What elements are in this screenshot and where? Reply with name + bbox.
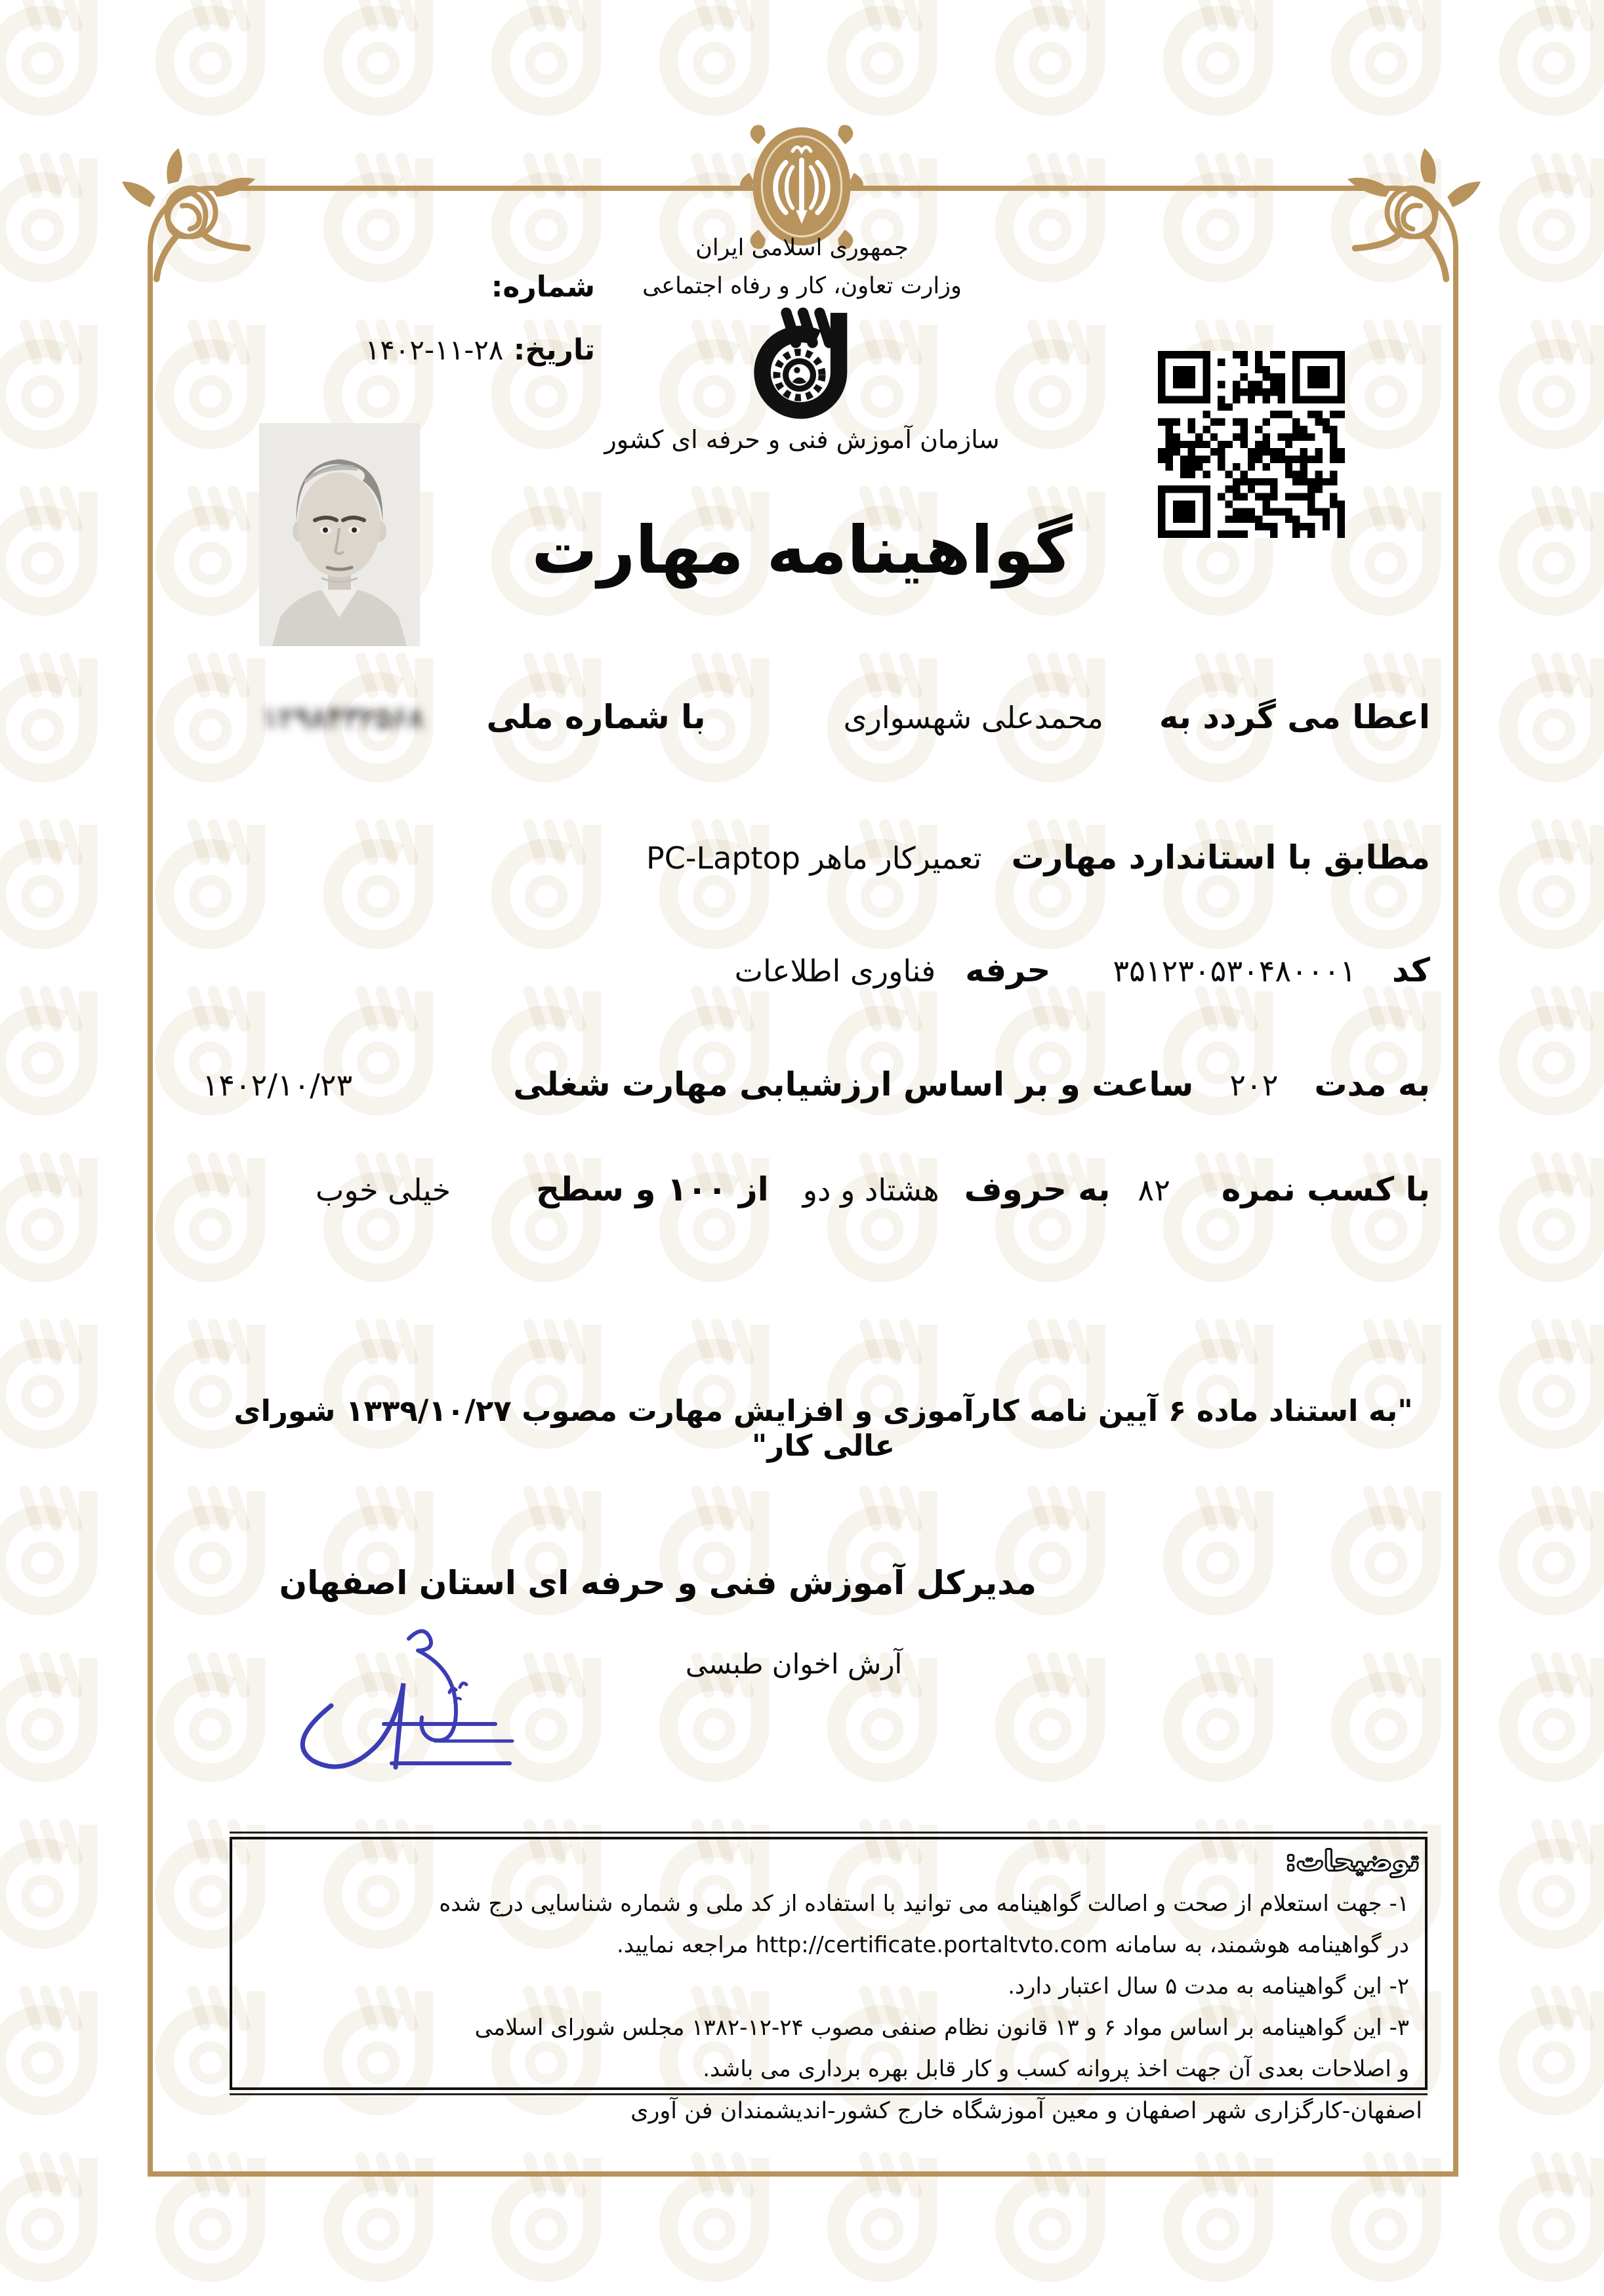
watermark-logo <box>0 1980 117 2123</box>
standard-label: مطابق با استاندارد مهارت <box>1011 838 1430 876</box>
watermark-logo <box>142 0 285 123</box>
watermark-logo <box>478 0 621 123</box>
notes-box-top-rule <box>230 1832 1428 1834</box>
watermark-logo <box>0 1647 117 1790</box>
profession-value: فناوری اطلاعات <box>734 953 936 989</box>
note-line-5: و اصلاحات بعدی آن جهت اخذ پروانه کسب و کار قابل بهره برداری می باشد. <box>703 2056 1409 2082</box>
score-level: خیلی خوب <box>316 1172 451 1208</box>
score-outof-label: از ۱۰۰ و سطح <box>536 1170 769 1208</box>
code-label: کد <box>1392 951 1430 989</box>
date-label: تاریخ: <box>513 333 595 367</box>
watermark-logo <box>1317 0 1460 123</box>
watermark-logo <box>1485 980 1604 1123</box>
watermark-logo <box>310 0 453 123</box>
date-value: ۲۸-۱۱-۱۴۰۲ <box>365 334 504 366</box>
watermark-logo <box>1485 0 1604 123</box>
standard-row <box>249 838 1430 876</box>
header-ministry: وزارت تعاون، کار و رفاه اجتماعی <box>642 273 962 299</box>
watermark-logo <box>0 1147 117 1290</box>
watermark-logo <box>0 2146 117 2289</box>
watermark-logo <box>0 813 117 956</box>
national-id-value: ۱۲۹۸۴۳۲۵۶۸ <box>262 700 424 735</box>
header-country: جمهوری اسلامی ایران <box>695 235 909 261</box>
iran-emblem-medallion <box>733 121 870 253</box>
signature <box>253 1614 633 1771</box>
watermark-logo <box>1485 1147 1604 1290</box>
duration-row <box>202 1065 1430 1103</box>
serial-label: شماره: <box>491 270 595 304</box>
score-label: با کسب نمره <box>1221 1170 1430 1208</box>
standard-value: تعمیرکار ماهر PC-Laptop <box>646 840 982 876</box>
signatory-title: مدیرکل آموزش فنی و حرفه ای استان اصفهان <box>279 1564 1037 1602</box>
issuing-office-line: اصفهان-کارگزاری شهر اصفهان و معین آموزشگاه خارج کشور-اندیشمندان فن آوری <box>630 2098 1422 2124</box>
note-line-1: ۱- جهت استعلام از صحت و اصالت گواهینامه می توانید با استفاده از کد ملی و شماره شناسایی درج شده <box>439 1891 1409 1917</box>
score-row <box>249 1170 1430 1208</box>
score-value: ۸۲ <box>1138 1172 1170 1208</box>
watermark-logo <box>1485 147 1604 290</box>
watermark-logo <box>1485 813 1604 956</box>
watermark-logo <box>0 147 117 290</box>
grant-label: اعطا می گردد به <box>1159 698 1430 736</box>
corner-flower-left-icon <box>112 146 266 287</box>
score-letters-label: به حروف <box>964 1170 1111 1208</box>
watermark-logo <box>1485 2146 1604 2289</box>
note-line-4: ۳- این گواهینامه بر اساس مواد ۶ و ۱۳ قانون نظام صنفی مصوب ۲۴-۱۲-۱۳۸۲ مجلس شورای اسلامی <box>474 2015 1409 2041</box>
watermark-logo <box>1485 1313 1604 1456</box>
header-organization: سازمان آموزش فنی و حرفه ای کشور <box>604 425 1000 454</box>
watermark-logo <box>1485 1813 1604 1956</box>
watermark-logo <box>1485 1980 1604 2123</box>
watermark-logo <box>1485 1480 1604 1623</box>
notes-box-bottom-rule <box>230 2093 1428 2095</box>
watermark-logo <box>646 0 789 123</box>
signatory-name: آرش اخوان طبسی <box>685 1648 903 1680</box>
watermark-logo <box>1485 1647 1604 1790</box>
watermark-logo <box>1149 0 1292 123</box>
assessment-label: ساعت و بر اساس ارزشیابی مهارت شغلی <box>513 1065 1194 1103</box>
certificate-title: گواهینامه مهارت <box>531 512 1073 588</box>
code-row <box>249 951 1430 989</box>
note-line-3: ۲- این گواهینامه به مدت ۵ سال اعتبار دارد. <box>1008 1973 1409 1999</box>
duration-hours: ۲۰۲ <box>1229 1067 1279 1103</box>
watermark-logo <box>981 0 1124 123</box>
watermark-logo <box>813 0 956 123</box>
watermark-logo <box>0 1313 117 1456</box>
duration-label: به مدت <box>1314 1065 1430 1103</box>
recipient-name: محمدعلی شهسواری <box>843 700 1103 735</box>
note-line-2: در گواهینامه هوشمند، به سامانه http://certificate.portaltvto.com مراجعه نمایید. <box>616 1932 1409 1958</box>
code-value: ۳۵۱۲۳۰۵۳۰۴۸۰۰۰۱ <box>1113 953 1357 989</box>
watermark-logo <box>0 0 117 123</box>
notes-heading: توضیحات: <box>1285 1845 1420 1877</box>
profession-label: حرفه <box>965 951 1051 989</box>
date-row <box>365 333 595 367</box>
notes-box <box>230 1837 1428 2090</box>
legal-quote: "به استناد ماده ۶ آیین نامه کارآموزی و افزایش مهارت مصوب ۱۳۳۹/۱۰/۲۷ شورای عالی کار" <box>234 1393 1413 1463</box>
portrait-photo <box>259 423 420 646</box>
watermark-logo <box>0 1480 117 1623</box>
exam-date: ۱۴۰۲/۱۰/۲۳ <box>202 1067 353 1103</box>
watermark-logo <box>0 980 117 1123</box>
tvto-logo <box>739 306 867 425</box>
recipient-row <box>249 698 1430 736</box>
national-id-label: با شماره ملی <box>486 698 706 736</box>
watermark-logo <box>0 647 117 790</box>
qr-code <box>1158 351 1345 538</box>
watermark-logo <box>1485 647 1604 790</box>
corner-flower-right-icon <box>1337 146 1491 287</box>
score-letters-value: هشتاد و دو <box>802 1172 939 1208</box>
watermark-logo <box>0 1813 117 1956</box>
